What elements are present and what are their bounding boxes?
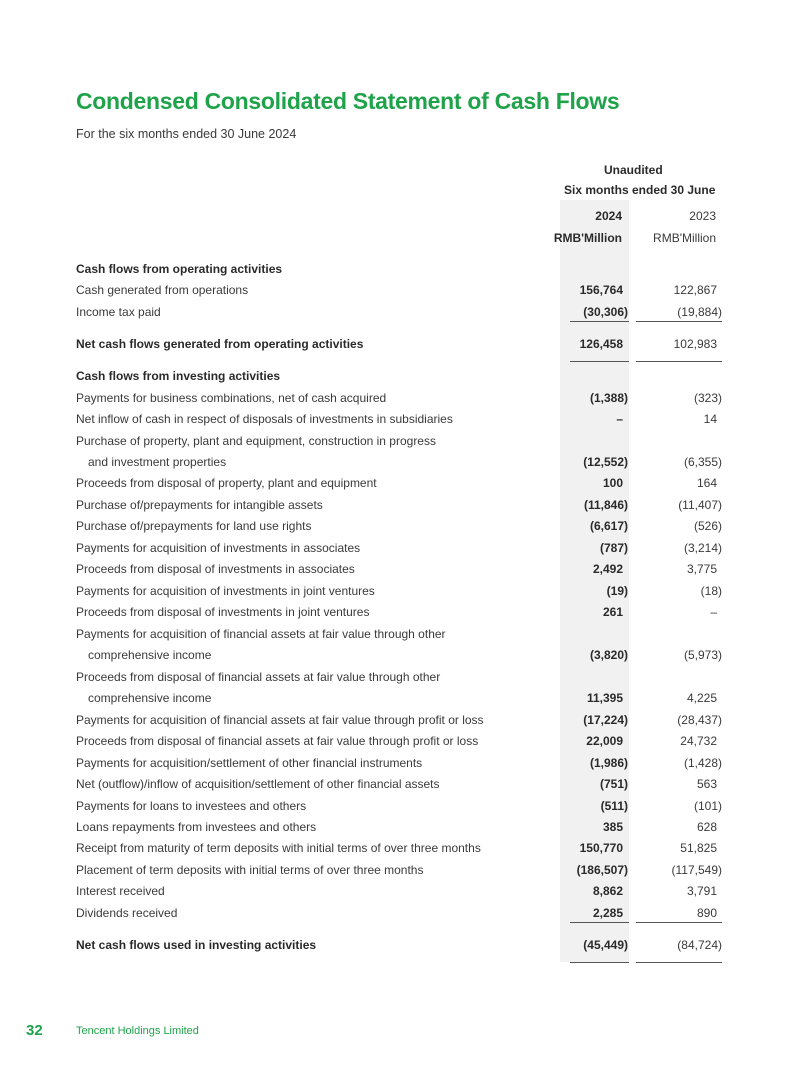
company-name: Tencent Holdings Limited — [76, 1025, 199, 1037]
value-2023: 102,983 — [673, 337, 717, 351]
value-2023: (5,973) — [683, 648, 722, 662]
row-label: Cash flows from operating activities — [76, 262, 283, 276]
row-label: Payments for acquisition of financial assets at fair value through profit or loss — [76, 713, 484, 727]
value-2024: (17,224) — [583, 713, 628, 727]
value-2024: 2,492 — [592, 562, 623, 576]
value-2024: (751) — [599, 777, 628, 791]
value-2024: (511) — [600, 799, 628, 813]
row-label: Purchase of/prepayments for intangible assets — [76, 498, 323, 512]
value-2023: 14 — [703, 412, 717, 426]
page-number: 32 — [26, 1022, 43, 1039]
total-rule-2023 — [636, 962, 722, 963]
value-2024: (45,449) — [583, 938, 628, 952]
total-rule-2024 — [570, 922, 629, 923]
value-2024: 22,009 — [586, 734, 623, 748]
row-label: Proceeds from disposal of investments in joint ventures — [76, 605, 370, 619]
row-label: Cash flows from investing activities — [76, 369, 281, 383]
unit-header-2023: RMB'Million — [653, 231, 716, 245]
value-2024: 11,395 — [586, 691, 623, 705]
value-2023: – — [710, 605, 717, 619]
value-2023: (19,884) — [677, 305, 722, 319]
row-label: Payments for business combinations, net of cash acquired — [76, 391, 387, 405]
row-label: and investment properties — [88, 455, 227, 469]
row-label: Purchase of property, plant and equipment, construction in progress — [76, 434, 436, 448]
header-period: Six months ended 30 June — [564, 183, 716, 197]
page-title: Condensed Consolidated Statement of Cash Flows — [76, 88, 620, 114]
header-unaudited: Unaudited — [604, 163, 663, 177]
row-label: Dividends received — [76, 906, 178, 920]
row-label: Net inflow of cash in respect of disposals of investments in subsidiaries — [76, 412, 453, 426]
value-2024: 150,770 — [579, 841, 623, 855]
value-2023: 890 — [696, 906, 717, 920]
row-label: Payments for acquisition/settlement of other financial instruments — [76, 756, 423, 770]
value-2024: 126,458 — [579, 337, 623, 351]
column-header-2023: 2023 — [689, 209, 716, 223]
value-2024: 2,285 — [592, 906, 623, 920]
total-rule-2024 — [570, 962, 629, 963]
page-subtitle: For the six months ended 30 June 2024 — [76, 127, 297, 141]
value-2023: (526) — [693, 519, 722, 533]
value-2023: (11,407) — [678, 498, 722, 512]
row-label: Proceeds from disposal of financial assets at fair value through other — [76, 670, 441, 684]
row-label: Net cash flows used in investing activities — [76, 938, 317, 952]
value-2023: 3,775 — [686, 562, 717, 576]
row-label: Payments for loans to investees and others — [76, 799, 307, 813]
value-2023: 3,791 — [686, 884, 717, 898]
row-label: Loans repayments from investees and others — [76, 820, 317, 834]
total-rule-2024 — [570, 321, 629, 322]
row-label: Payments for acquisition of investments in joint ventures — [76, 584, 375, 598]
total-rule-2024 — [570, 361, 629, 362]
value-2023: (1,428) — [683, 756, 722, 770]
row-label: comprehensive income — [88, 648, 212, 662]
column-header-2024: 2024 — [595, 209, 622, 223]
row-label: Cash generated from operations — [76, 283, 249, 297]
value-2024: (1,986) — [589, 756, 628, 770]
value-2024: 8,862 — [592, 884, 623, 898]
row-label: Net cash flows generated from operating activities — [76, 337, 364, 351]
row-label: Purchase of/prepayments for land use rights — [76, 519, 312, 533]
value-2024: 100 — [602, 476, 623, 490]
value-2024: (11,846) — [583, 498, 628, 512]
value-2023: 51,825 — [680, 841, 717, 855]
value-2023: (84,724) — [677, 938, 722, 952]
value-2024: (30,306) — [583, 305, 628, 319]
value-2023: (117,549) — [671, 863, 722, 877]
value-2024: 261 — [602, 605, 623, 619]
value-2023: 164 — [696, 476, 717, 490]
row-label: Proceeds from disposal of property, plant and equipment — [76, 476, 377, 490]
row-label: Payments for acquisition of financial assets at fair value through other — [76, 627, 446, 641]
value-2023: 563 — [696, 777, 717, 791]
row-label: Receipt from maturity of term deposits with initial terms of over three months — [76, 841, 481, 855]
row-label: Proceeds from disposal of investments in associates — [76, 562, 355, 576]
value-2023: (6,355) — [683, 455, 722, 469]
value-2023: (18) — [700, 584, 722, 598]
value-2024: (19) — [606, 584, 628, 598]
total-rule-2023 — [636, 361, 722, 362]
row-label: comprehensive income — [88, 691, 212, 705]
value-2024: 385 — [602, 820, 623, 834]
row-label: Proceeds from disposal of financial assets at fair value through profit or loss — [76, 734, 479, 748]
row-label: Income tax paid — [76, 305, 161, 319]
value-2024: (186,507) — [576, 863, 628, 877]
unit-header-2024: RMB'Million — [553, 231, 622, 245]
value-2024: 156,764 — [579, 283, 623, 297]
value-2024: – — [616, 412, 623, 426]
value-2024: (12,552) — [583, 455, 628, 469]
value-2023: (3,214) — [683, 541, 722, 555]
value-2023: 628 — [696, 820, 717, 834]
value-2024: (1,388) — [589, 391, 628, 405]
value-2024: (787) — [599, 541, 628, 555]
value-2024: (6,617) — [589, 519, 628, 533]
value-2023: (101) — [693, 799, 722, 813]
value-2024: (3,820) — [589, 648, 628, 662]
row-label: Interest received — [76, 884, 165, 898]
value-2023: (28,437) — [677, 713, 722, 727]
total-rule-2023 — [636, 922, 722, 923]
row-label: Payments for acquisition of investments in associates — [76, 541, 361, 555]
value-2023: (323) — [693, 391, 722, 405]
value-2023: 4,225 — [686, 691, 717, 705]
total-rule-2023 — [636, 321, 722, 322]
value-2023: 122,867 — [673, 283, 717, 297]
row-label: Net (outflow)/inflow of acquisition/settlement of other financial assets — [76, 777, 440, 791]
value-2023: 24,732 — [680, 734, 717, 748]
row-label: Placement of term deposits with initial terms of over three months — [76, 863, 424, 877]
